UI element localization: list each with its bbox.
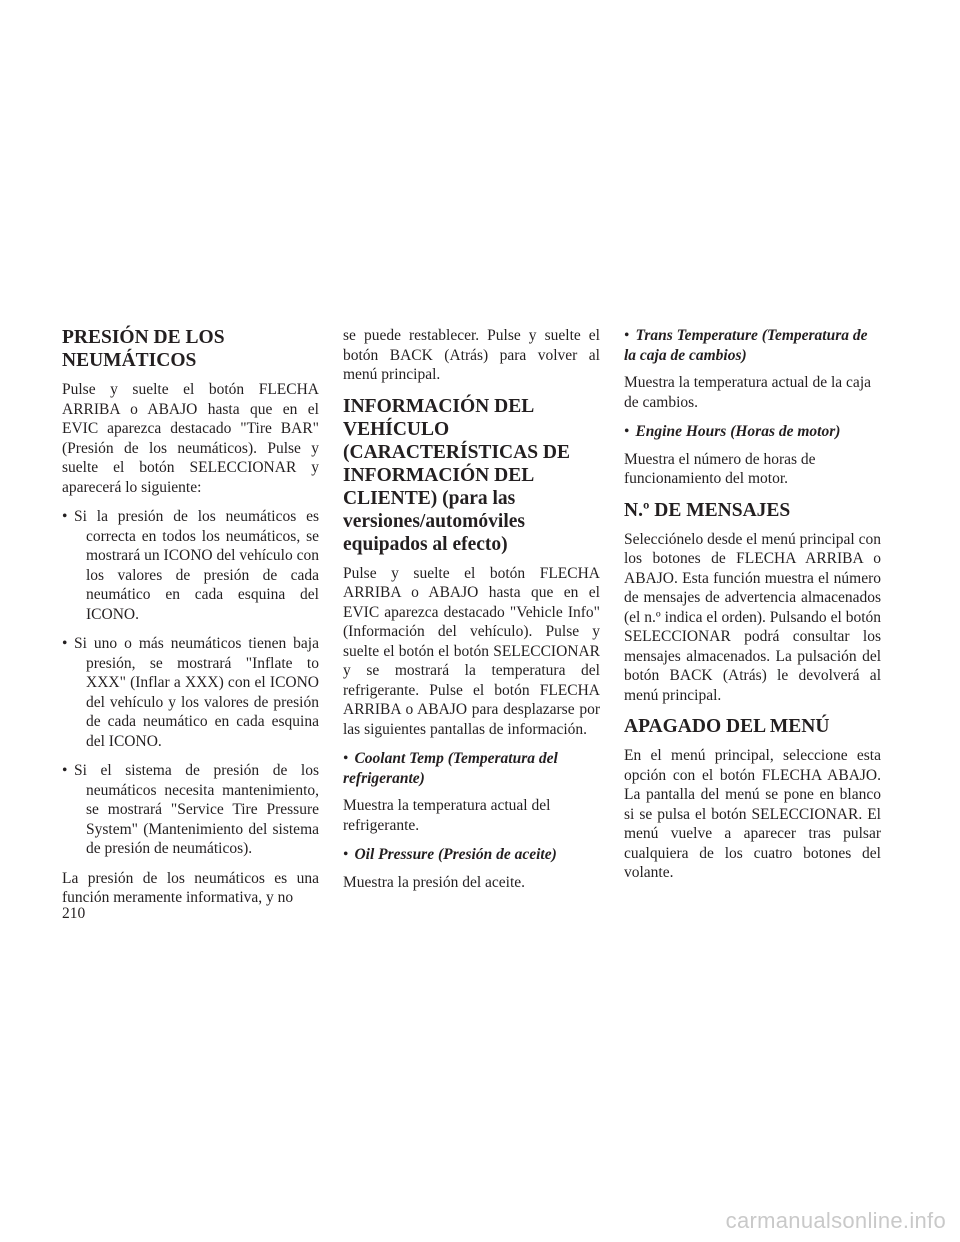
messages-text: Selecciónelo desde el menú principal con los botones de FLECHA ARRIBA o ABAJO. Esta función muestra el número de mensajes de advertencia almacenados (el n.º indica el orden). Pulsando el botón SELECCIONAR podrá consultar los mensajes almacenados. La pulsación del botón BACK (Atrás) le devolverá al menú principal. xyxy=(624,530,881,704)
page-number: 210 xyxy=(62,905,86,922)
heading-messages: N.º DE MENSAJES xyxy=(624,499,791,521)
item-title-coolant-temp: • Coolant Temp (Temperatura del refrigerante) xyxy=(343,750,558,787)
item-text-oil-pressure: Muestra la presión del aceite. xyxy=(343,873,526,891)
bullet-icon: • xyxy=(624,327,630,344)
tire-pressure-intro: Pulse y suelte el botón FLECHA ARRIBA o ABAJO hasta que en el EVIC aparezca destacado "Tire BAR" (Presión de los neumáticos). Pulse y suelte el botón SELECCIONAR y aparecerá lo siguiente: xyxy=(62,381,319,496)
item-text-engine-hours: Muestra el número de horas de funcionamiento del motor. xyxy=(624,450,816,487)
tire-pressure-list xyxy=(62,507,319,859)
bullet-icon: • xyxy=(62,762,68,779)
heading-vehicle-info: INFORMACIÓN DEL VEHÍCULO (CARACTERÍSTICAS DE INFORMACIÓN DEL CLIENTE) (para las versiones/automóviles equipados al efecto) xyxy=(343,395,571,555)
tire-pressure-closing: La presión de los neumáticos es una función meramente informativa, y no xyxy=(62,869,319,906)
continuation-text: se puede restablecer. Pulse y suelte el botón BACK (Atrás) para volver al menú principal. xyxy=(343,327,600,383)
column-right xyxy=(624,326,881,893)
bullet-icon: • xyxy=(343,846,349,863)
item-text-coolant-temp: Muestra la temperatura actual del refrigerante. xyxy=(343,797,551,834)
item-text-trans-temp: Muestra la temperatura actual de la caja de cambios. xyxy=(624,374,872,411)
item-title-oil-pressure: • Oil Pressure (Presión de aceite) xyxy=(343,846,557,863)
item-title-engine-hours: • Engine Hours (Horas de motor) xyxy=(624,423,841,440)
heading-tire-pressure: PRESIÓN DE LOS NEUMÁTICOS xyxy=(62,327,225,371)
bullet-icon: • xyxy=(624,423,630,440)
list-item: • Si la presión de los neumáticos es correcta en todos los neumáticos, se mostrará un ICONO del vehículo con los valores de presión de cada neumático en cada esquina del ICONO. xyxy=(62,508,319,623)
vehicle-info-intro: Pulse y suelte el botón FLECHA ARRIBA o ABAJO hasta que en el EVIC aparezca destacado "Vehicle Info" (Información del vehículo). Pulse y suelte el botón el botón SELECCIONAR y se mostrará la temperatura del refrigerante. Pulse el botón FLECHA ARRIBA o ABAJO para desplazarse por las siguientes pantallas de información. xyxy=(343,564,600,738)
menu-off-text: En el menú principal, seleccione esta opción con el botón FLECHA ABAJO. La pantalla del menú se pone en blanco si se pulsa el botón SELECCIONAR. El menú vuelve a aparecer tras pulsar cualquiera de los cuatro botones del volante. xyxy=(624,747,881,881)
column-left xyxy=(62,326,319,918)
bullet-icon: • xyxy=(343,750,349,767)
heading-menu-off: APAGADO DEL MENÚ xyxy=(624,716,830,737)
bullet-icon: • xyxy=(62,635,68,652)
watermark: carmanualsonline.info xyxy=(725,1208,946,1233)
bullet-icon: • xyxy=(62,508,68,525)
list-item: • Si el sistema de presión de los neumáticos necesita mantenimiento, se mostrará "Service Tire Pressure System" (Mantenimiento del sistema de presión de neumáticos). xyxy=(62,762,319,857)
column-middle xyxy=(343,326,600,902)
item-title-trans-temp: • Trans Temperature (Temperatura de la caja de cambios) xyxy=(624,327,868,364)
list-item: • Si uno o más neumáticos tienen baja presión, se mostrará "Inflate to XXX" (Inflar a XXX) con el ICONO del vehículo y los valores de presión de cada neumático en cada esquina del ICONO. xyxy=(62,635,319,750)
